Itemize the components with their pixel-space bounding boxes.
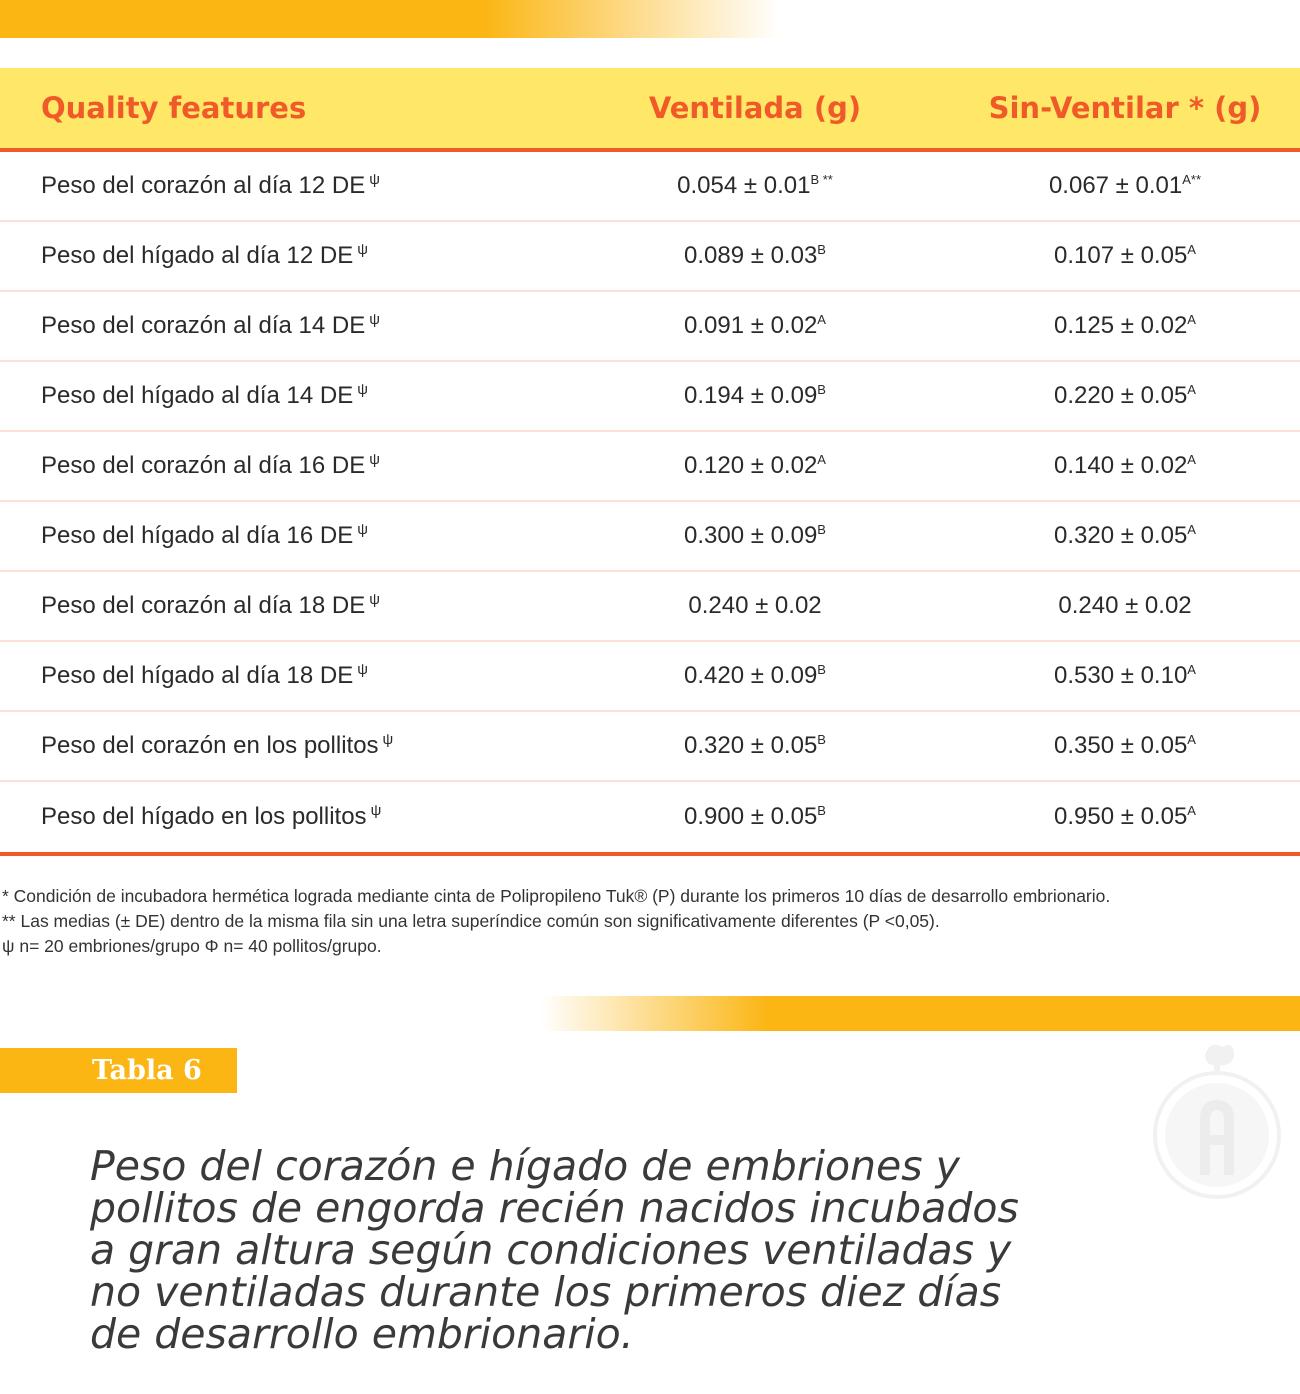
- cell-feature: [0, 382, 560, 410]
- header-sin-ventilar: Sin-Ventilar * (g): [988, 91, 1262, 125]
- feature-label: Peso del hígado al día 12 DE: [41, 242, 354, 269]
- data-table: [0, 68, 1300, 856]
- cell-sin-ventilar: [950, 592, 1300, 620]
- sin-ventilar-superscript: A: [1187, 522, 1196, 537]
- note-1: * Condición de incubadora hermética lograda mediante cinta de Polipropileno Tuk® (P) durante los primeros 10 días de desarrollo embrionario.: [2, 886, 1111, 906]
- feature-label: Peso del hígado en los pollitos: [41, 803, 367, 830]
- sin-ventilar-superscript: A: [1187, 382, 1196, 397]
- table-row: [0, 222, 1300, 292]
- psi-mark: ψ: [369, 591, 380, 608]
- sin-ventilar-value: 0.530 ± 0.10: [1054, 662, 1188, 689]
- cell-feature: [0, 592, 560, 620]
- cell-ventilada: [560, 732, 950, 760]
- cell-feature: [0, 312, 560, 340]
- psi-mark: ψ: [357, 381, 368, 398]
- cell-feature: [0, 172, 560, 200]
- psi-mark: ψ: [357, 521, 368, 538]
- table-row: [0, 432, 1300, 502]
- feature-label: Peso del corazón al día 18 DE: [41, 592, 366, 619]
- cell-sin-ventilar: [950, 242, 1300, 270]
- psi-mark: ψ: [357, 241, 368, 258]
- cell-feature: [0, 662, 560, 690]
- ventilada-superscript: B: [817, 732, 826, 747]
- sin-ventilar-superscript: A: [1187, 732, 1196, 747]
- cell-ventilada: [560, 452, 950, 480]
- top-decorative-bar: [0, 0, 780, 38]
- feature-label: Peso del corazón en los pollitos: [41, 732, 379, 759]
- cell-feature: [0, 732, 560, 760]
- sin-ventilar-value: 0.320 ± 0.05: [1054, 522, 1188, 549]
- psi-mark: ψ: [369, 311, 380, 328]
- feature-label: Peso del corazón al día 16 DE: [41, 452, 366, 479]
- ventilada-superscript: B: [817, 242, 826, 257]
- table-number-label: Tabla 6: [0, 1048, 237, 1093]
- feature-label: Peso del corazón al día 14 DE: [41, 312, 366, 339]
- cell-ventilada: [560, 522, 950, 550]
- cell-feature: [0, 803, 560, 831]
- cell-ventilada: [560, 803, 950, 831]
- ventilada-value: 0.240 ± 0.02: [688, 592, 822, 619]
- note-2: ** Las medias (± DE) dentro de la misma fila sin una letra superíndice común son significativamente diferentes (P <0,05).: [2, 911, 940, 931]
- psi-mark: ψ: [369, 171, 380, 188]
- table-row: [0, 362, 1300, 432]
- feature-label: Peso del hígado al día 16 DE: [41, 522, 354, 549]
- cell-sin-ventilar: [950, 312, 1300, 340]
- sin-ventilar-value: 0.067 ± 0.01: [1048, 172, 1183, 199]
- cell-sin-ventilar: [950, 803, 1300, 831]
- ventilada-value: 0.091 ± 0.02: [684, 312, 818, 339]
- cell-ventilada: [560, 312, 950, 340]
- ventilada-superscript: A: [817, 452, 826, 467]
- sin-ventilar-value: 0.140 ± 0.02: [1054, 452, 1188, 479]
- sin-ventilar-superscript: A: [1187, 803, 1196, 818]
- ventilada-value: 0.900 ± 0.05: [684, 803, 818, 830]
- table-row: [0, 712, 1300, 782]
- sin-ventilar-value: 0.950 ± 0.05: [1054, 803, 1188, 830]
- sin-ventilar-superscript: A: [1187, 242, 1196, 257]
- cell-feature: [0, 242, 560, 270]
- header-ventilada: Ventilada (g): [648, 91, 862, 125]
- ventilada-superscript: B: [817, 662, 826, 677]
- feature-label: Peso del hígado al día 18 DE: [41, 662, 354, 689]
- table-caption: Peso del corazón e hígado de embriones y pollitos de engorda recién nacidos incubados a gran altura según condiciones ventiladas y no ventiladas durante los primeros diez días de desarrollo embrionario.: [90, 1142, 1019, 1358]
- psi-mark: ψ: [382, 731, 394, 748]
- table-row: [0, 292, 1300, 362]
- ventilada-value: 0.320 ± 0.05: [684, 732, 818, 759]
- cell-ventilada: [560, 172, 950, 200]
- sin-ventilar-value: 0.350 ± 0.05: [1054, 732, 1188, 759]
- table-row: [0, 152, 1300, 222]
- cell-sin-ventilar: [950, 172, 1300, 200]
- cell-sin-ventilar: [950, 452, 1300, 480]
- header-quality-features: Quality features: [41, 91, 307, 125]
- sin-ventilar-superscript: A: [1187, 452, 1196, 467]
- table-row: [0, 572, 1300, 642]
- feature-label: Peso del hígado al día 14 DE: [41, 382, 354, 409]
- table-notes: [2, 884, 1110, 959]
- note-3: ψ n= 20 embriones/grupo Φ n= 40 pollitos/grupo.: [2, 936, 382, 956]
- psi-mark: ψ: [369, 451, 380, 468]
- sin-ventilar-superscript: A**: [1182, 172, 1202, 187]
- sin-ventilar-value: 0.240 ± 0.02: [1058, 592, 1192, 619]
- ventilada-value: 0.054 ± 0.01: [677, 172, 811, 199]
- sin-ventilar-value: 0.107 ± 0.05: [1054, 242, 1188, 269]
- ventilada-value: 0.300 ± 0.09: [684, 522, 818, 549]
- cell-sin-ventilar: [950, 662, 1300, 690]
- table-header: [0, 68, 1300, 152]
- ventilada-value: 0.420 ± 0.09: [684, 662, 818, 689]
- ventilada-superscript: B: [817, 382, 826, 397]
- ventilada-value: 0.089 ± 0.03: [684, 242, 818, 269]
- ventilada-superscript: B: [817, 803, 826, 818]
- cell-sin-ventilar: [950, 382, 1300, 410]
- cell-feature: [0, 522, 560, 550]
- cell-ventilada: [560, 662, 950, 690]
- cell-sin-ventilar: [950, 522, 1300, 550]
- cell-feature: [0, 452, 560, 480]
- ventilada-value: 0.194 ± 0.09: [684, 382, 818, 409]
- sin-ventilar-value: 0.125 ± 0.02: [1054, 312, 1188, 339]
- table-row: [0, 782, 1300, 852]
- cell-sin-ventilar: [950, 732, 1300, 760]
- cell-ventilada: [560, 382, 950, 410]
- ventilada-superscript: B **: [810, 172, 833, 187]
- middle-decorative-bar: [540, 996, 1300, 1031]
- sin-ventilar-superscript: A: [1187, 312, 1196, 327]
- table-bottom-rule: [0, 852, 1300, 856]
- logo-watermark-icon: [1150, 1035, 1285, 1205]
- cell-ventilada: [560, 242, 950, 270]
- table-body: [0, 152, 1300, 852]
- table-row: [0, 502, 1300, 572]
- feature-label: Peso del corazón al día 12 DE: [41, 172, 366, 199]
- ventilada-superscript: A: [817, 312, 826, 327]
- sin-ventilar-superscript: A: [1187, 662, 1196, 677]
- cell-ventilada: [560, 592, 950, 620]
- ventilada-value: 0.120 ± 0.02: [684, 452, 818, 479]
- psi-mark: ψ: [357, 661, 368, 678]
- table-row: [0, 642, 1300, 712]
- ventilada-superscript: B: [817, 522, 826, 537]
- psi-mark: ψ: [370, 802, 382, 819]
- sin-ventilar-value: 0.220 ± 0.05: [1054, 382, 1188, 409]
